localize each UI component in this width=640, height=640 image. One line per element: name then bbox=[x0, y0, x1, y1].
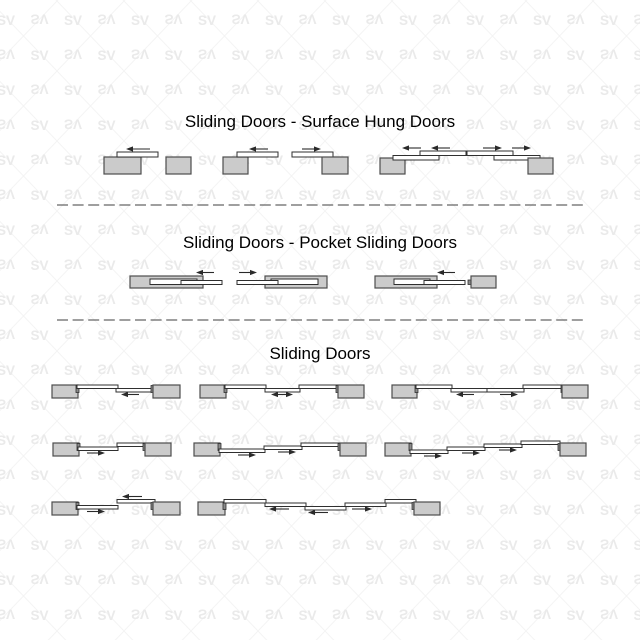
section-title: Sliding Doors - Pocket Sliding Doors bbox=[182, 233, 458, 252]
wall-segment bbox=[338, 385, 364, 398]
door-panel bbox=[77, 385, 118, 389]
wall-segment bbox=[471, 276, 496, 288]
door-panel bbox=[116, 389, 156, 393]
door-leaf bbox=[237, 281, 278, 285]
door-panel bbox=[117, 500, 155, 504]
door-panel bbox=[225, 385, 266, 389]
wall-segment bbox=[223, 157, 248, 174]
door-stop bbox=[409, 444, 412, 451]
wall-segment bbox=[145, 443, 171, 456]
door-panel bbox=[301, 443, 341, 447]
door-panel bbox=[117, 443, 147, 447]
wall-segment bbox=[194, 443, 220, 456]
section-title: Sliding Doors - Surface Hung Doors bbox=[184, 112, 456, 131]
door-panel bbox=[521, 441, 560, 445]
door-panel bbox=[78, 447, 118, 451]
door-leaf bbox=[237, 152, 278, 157]
door-panel bbox=[219, 449, 265, 453]
door-panel bbox=[299, 385, 339, 389]
door-panel bbox=[305, 507, 346, 511]
door-panel bbox=[410, 450, 448, 454]
wall-segment bbox=[52, 502, 78, 515]
door-panel bbox=[77, 506, 118, 510]
wall-segment bbox=[528, 158, 553, 174]
wall-segment bbox=[52, 385, 78, 398]
door-panel bbox=[451, 389, 488, 393]
wall-segment bbox=[322, 157, 348, 174]
section-title: Sliding Doors bbox=[269, 344, 371, 363]
wall-segment bbox=[153, 502, 180, 515]
door-panel bbox=[416, 385, 452, 389]
wall-segment bbox=[560, 443, 586, 456]
door-panel bbox=[224, 500, 266, 504]
wall-segment bbox=[414, 502, 440, 515]
door-leaf bbox=[424, 281, 465, 285]
door-panel bbox=[265, 389, 300, 393]
wall-segment bbox=[153, 385, 180, 398]
door-leaf bbox=[292, 152, 333, 157]
wall-segment bbox=[104, 157, 141, 174]
wall-segment bbox=[198, 502, 225, 515]
door-panel bbox=[345, 503, 386, 507]
door-leaf bbox=[117, 152, 158, 157]
wall-segment bbox=[200, 385, 226, 398]
wall-segment bbox=[385, 443, 411, 456]
door-panel bbox=[385, 500, 416, 504]
door-leaf bbox=[467, 151, 513, 156]
door-panel bbox=[523, 385, 563, 389]
wall-segment bbox=[392, 385, 417, 398]
door-leaf bbox=[420, 151, 466, 156]
wall-segment bbox=[53, 443, 79, 456]
door-panel bbox=[447, 447, 485, 451]
door-panel bbox=[265, 503, 306, 507]
wall-segment bbox=[166, 157, 191, 174]
wall-segment bbox=[562, 385, 588, 398]
wall-segment bbox=[340, 443, 366, 456]
door-panel bbox=[264, 446, 302, 450]
door-panel bbox=[484, 444, 522, 448]
door-stop bbox=[223, 503, 226, 510]
door-panel bbox=[487, 389, 524, 393]
door-leaf bbox=[393, 156, 439, 161]
door-leaf bbox=[181, 281, 222, 285]
